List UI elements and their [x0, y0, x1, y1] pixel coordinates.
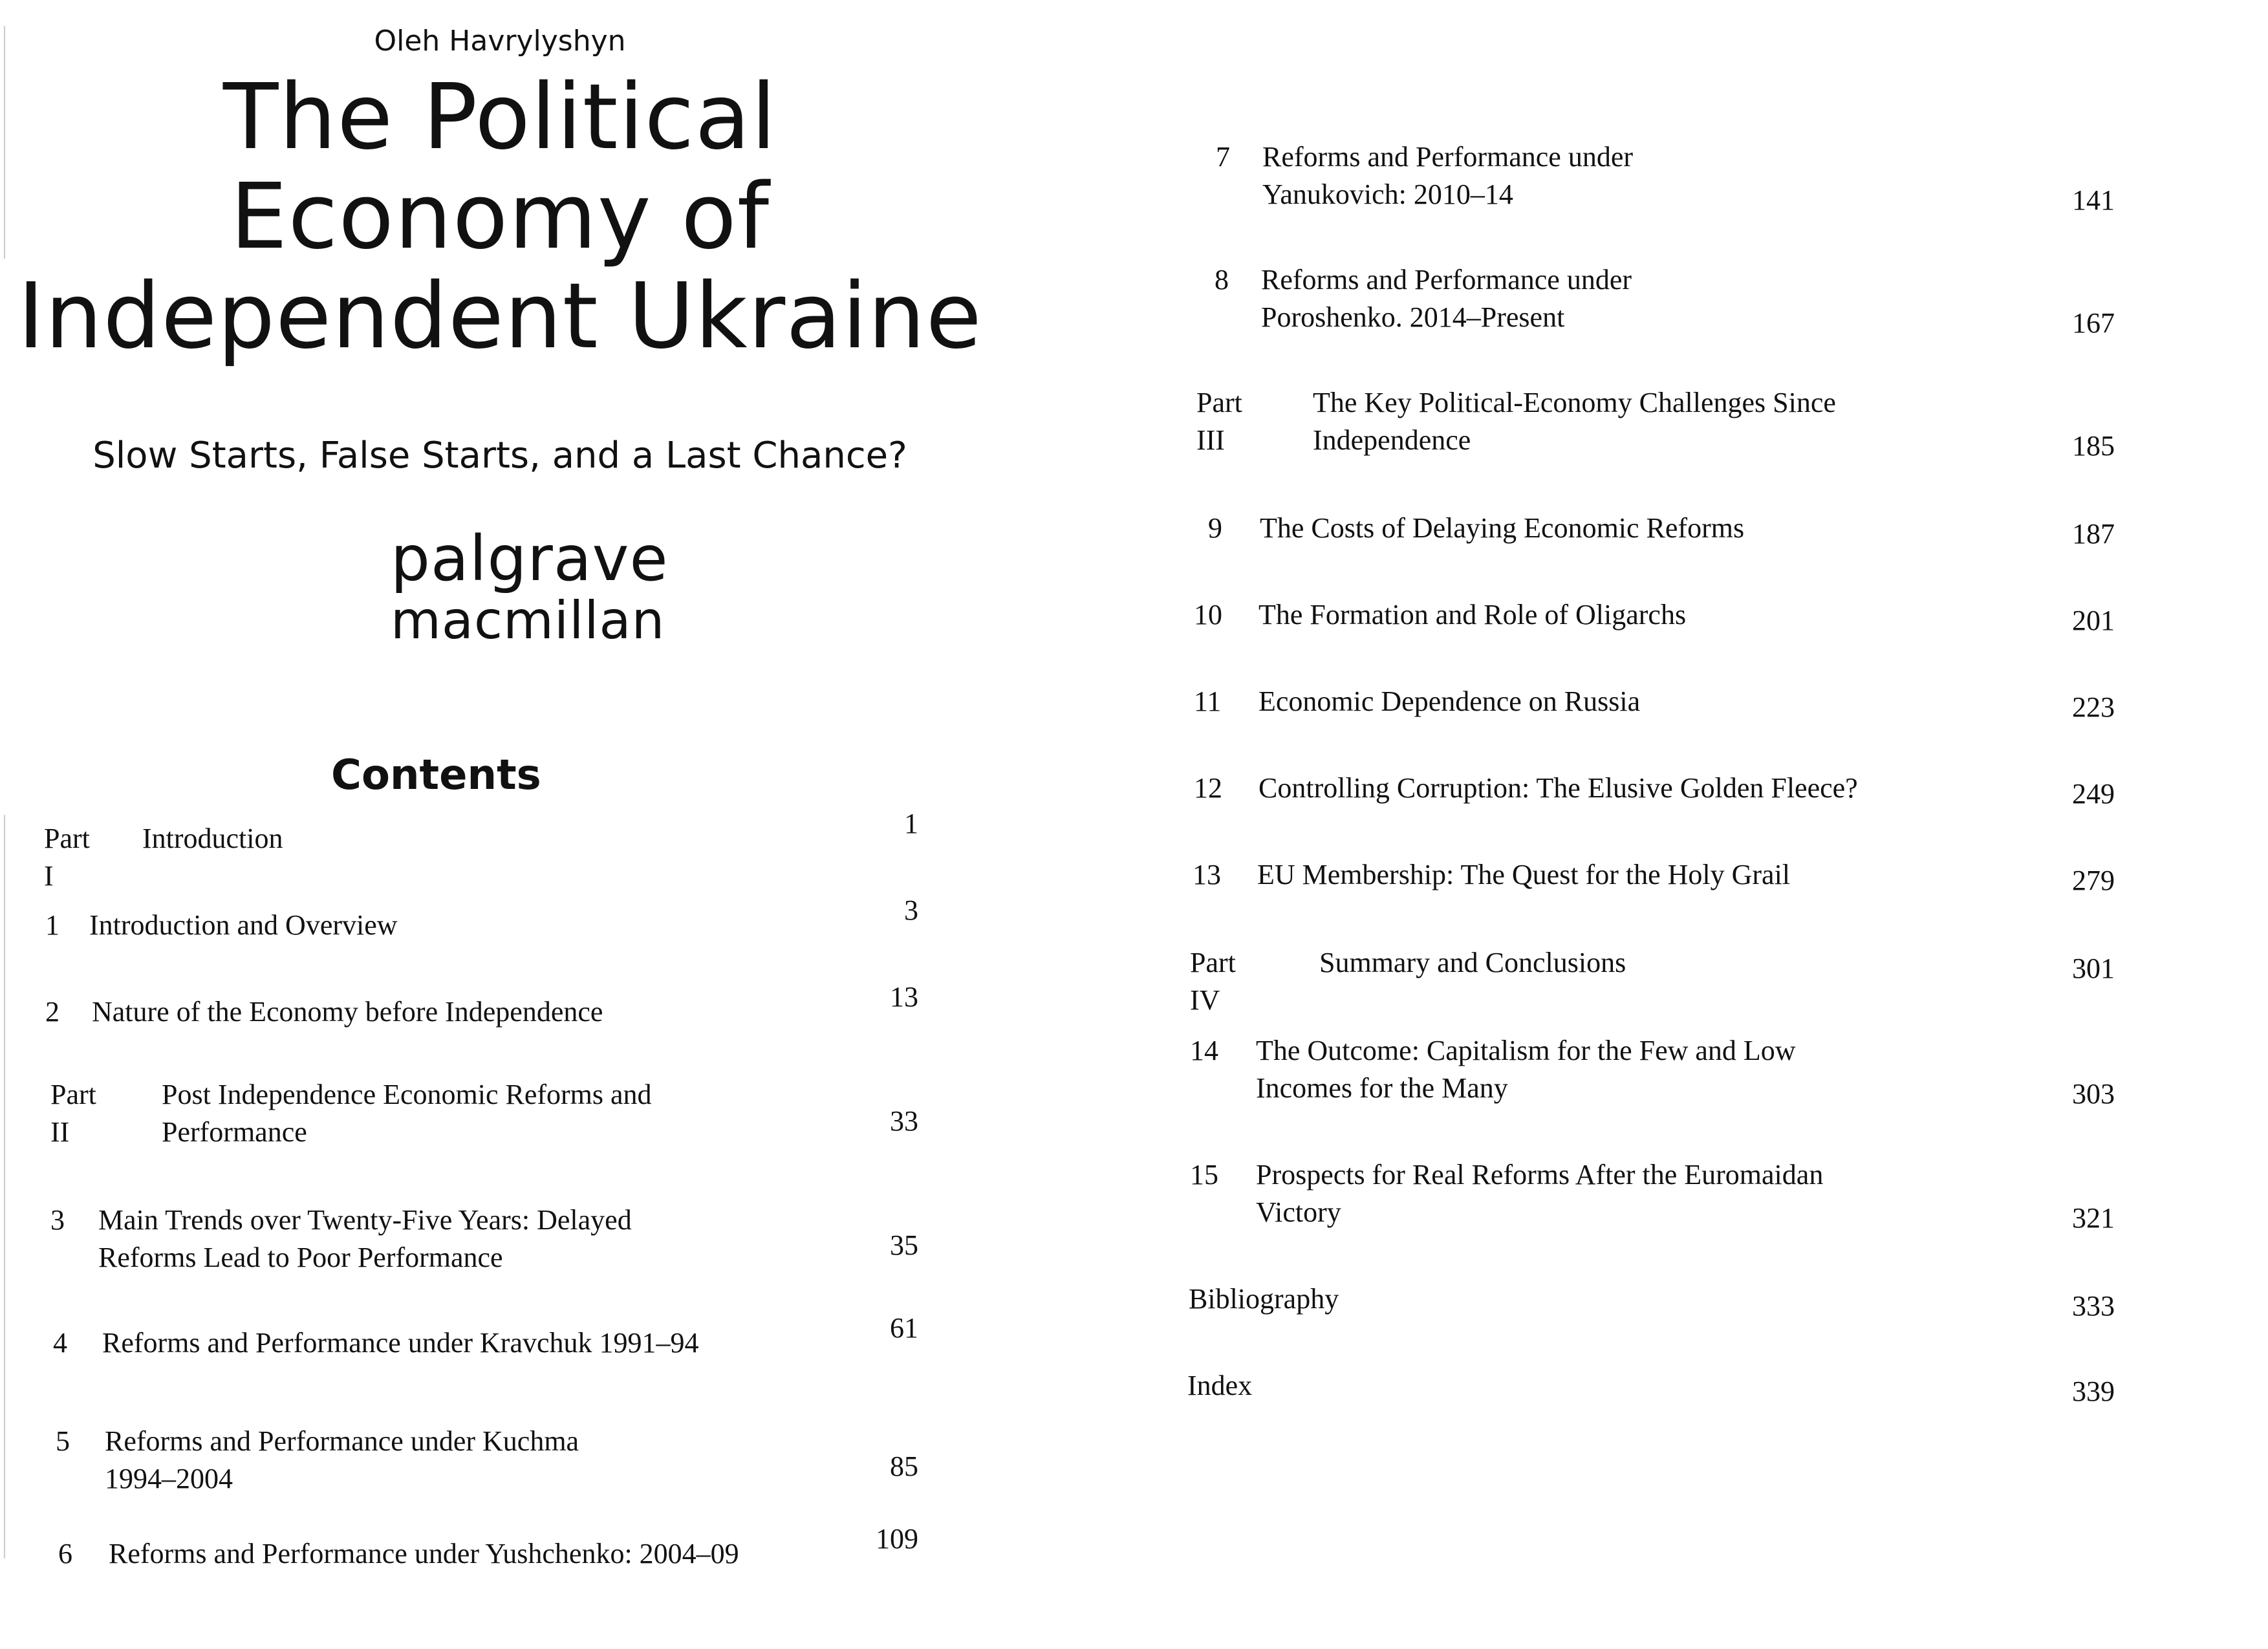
contents-heading: Contents: [331, 751, 541, 799]
toc-entry-label: 15: [1190, 1159, 1218, 1191]
toc-page-number: 223: [2072, 691, 2115, 723]
toc-entry-title: The Formation and Role of Oligarchs: [1258, 599, 1687, 630]
toc-entry-title: Reforms and Performance under Kravchuk 1991–94: [102, 1327, 699, 1359]
toc-page-number: 35: [890, 1229, 918, 1261]
toc-entry-title: Bibliography: [1189, 1283, 1339, 1315]
toc-entry-label: Part IV: [1190, 947, 1236, 1016]
toc-entry-title: Post Independence Economic Reforms and: [162, 1079, 652, 1110]
toc-entry-label: Part I: [44, 823, 90, 892]
book-title-line: The Political: [222, 65, 777, 170]
toc-page-number: 85: [890, 1450, 918, 1482]
toc-entry-title: Independence: [1313, 424, 1471, 456]
toc-page-number: 13: [890, 981, 918, 1013]
publisher-logo-line: palgrave: [391, 523, 669, 595]
toc-page-number: 303: [2072, 1078, 2115, 1110]
toc-entry-title: Incomes for the Many: [1256, 1072, 1508, 1104]
toc-entry-label: 7: [1216, 141, 1230, 173]
book-title-line: Economy of: [230, 164, 770, 270]
publisher-logo-line: macmillan: [391, 590, 665, 651]
toc-entry-title: Summary and Conclusions: [1319, 947, 1626, 978]
toc-page-number: 201: [2072, 605, 2115, 636]
toc-entry-label: 10: [1194, 599, 1222, 630]
toc-entry-title: Reforms and Performance under Kuchma: [105, 1425, 579, 1457]
toc-entry-label: 13: [1193, 859, 1221, 890]
toc-entry-label: Part II: [50, 1079, 96, 1148]
toc-entry-title: Poroshenko. 2014–Present: [1261, 301, 1565, 333]
toc-page-number: 1: [904, 808, 918, 839]
toc-page-number: 141: [2072, 184, 2115, 216]
toc-entry-label: 1: [45, 909, 59, 941]
toc-entry-label: 5: [56, 1425, 70, 1457]
toc-page-number: 333: [2072, 1290, 2115, 1322]
toc-page-number: 249: [2072, 778, 2115, 810]
toc-entry-title: The Key Political-Economy Challenges Since: [1313, 387, 1836, 418]
toc-entry-label: 6: [58, 1538, 72, 1569]
toc-entry-label: 12: [1194, 772, 1222, 804]
toc-page-number: 3: [904, 894, 918, 926]
book-subtitle: Slow Starts, False Starts, and a Last Chance?: [92, 435, 907, 477]
toc-entry-title: Index: [1187, 1370, 1253, 1401]
toc-entry-label: 14: [1190, 1035, 1218, 1066]
left-page: [0, 0, 1067, 1649]
toc-entry-title: Reforms Lead to Poor Performance: [98, 1242, 503, 1273]
toc-entry-label: Part III: [1196, 387, 1242, 456]
toc-page-number: 185: [2072, 430, 2115, 462]
publisher-logo: [391, 523, 669, 652]
author-name: Oleh Havrylyshyn: [374, 25, 626, 58]
book-title-line: Independent Ukraine: [17, 264, 982, 369]
toc-entry-title: Introduction and Overview: [89, 909, 398, 941]
toc-entry-title: Yanukovich: 2010–14: [1262, 178, 1513, 210]
toc-entry-title: Victory: [1256, 1196, 1341, 1228]
toc-page-number: 279: [2072, 865, 2115, 896]
toc-entry-label: 2: [45, 996, 59, 1028]
toc-page-number: 339: [2072, 1375, 2115, 1407]
toc-page-number: 33: [890, 1105, 918, 1137]
toc-entry-title: The Costs of Delaying Economic Reforms: [1260, 512, 1745, 544]
book-title: [0, 65, 1000, 369]
toc-entry-title: 1994–2004: [105, 1463, 233, 1494]
toc-entry-title: Reforms and Performance under Yushchenko: 2004–09: [109, 1538, 739, 1569]
toc-entry-title: The Outcome: Capitalism for the Few and Low: [1256, 1035, 1796, 1066]
right-page: [1067, 0, 2268, 1649]
toc-entry-title: Economic Dependence on Russia: [1258, 685, 1641, 717]
toc-page-number: 301: [2072, 953, 2115, 984]
toc-entry-title: Introduction: [142, 823, 283, 854]
toc-entry-title: Controlling Corruption: The Elusive Golden Fleece?: [1258, 772, 1858, 804]
toc-page-number: 321: [2072, 1202, 2115, 1234]
toc-page-number: 167: [2072, 307, 2115, 339]
toc-entry-title: Reforms and Performance under: [1261, 264, 1632, 296]
toc-entry-title: Nature of the Economy before Independence: [92, 996, 603, 1028]
toc-entry-title: Prospects for Real Reforms After the Euromaidan: [1256, 1159, 1824, 1191]
scan-edge-mark: [4, 815, 5, 1558]
toc-entry-title: Performance: [162, 1116, 307, 1148]
toc-entry-title: Main Trends over Twenty-Five Years: Delayed: [98, 1204, 632, 1236]
toc-entry-label: 9: [1208, 512, 1222, 544]
toc-entry-title: EU Membership: The Quest for the Holy Grail: [1257, 859, 1791, 890]
toc-entry-label: 3: [50, 1204, 65, 1236]
toc-entry-label: 8: [1215, 264, 1229, 296]
toc-entry-title: Reforms and Performance under: [1262, 141, 1634, 173]
toc-page-number: 187: [2072, 518, 2115, 550]
toc-page-number: 61: [890, 1312, 918, 1344]
toc-entry-label: 11: [1194, 685, 1222, 717]
toc-entry-label: 4: [53, 1327, 67, 1359]
toc-page-number: 109: [876, 1523, 918, 1555]
